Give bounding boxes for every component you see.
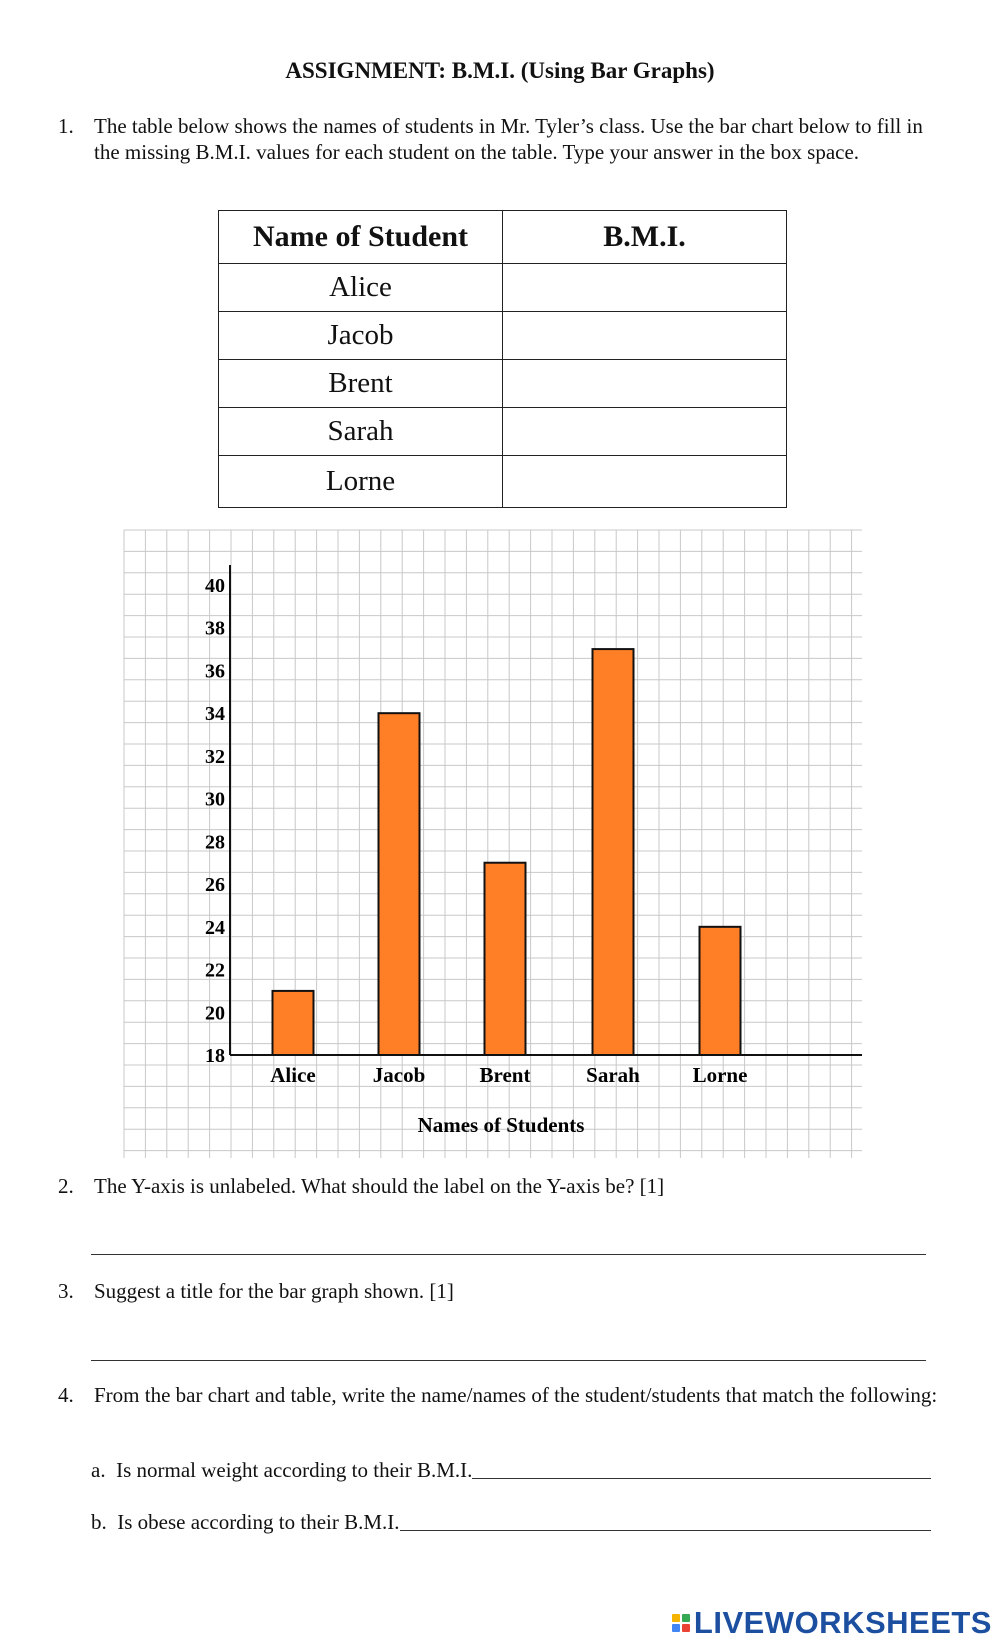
x-tick-label: Lorne xyxy=(692,1063,748,1087)
y-tick-label: 40 xyxy=(205,575,225,597)
question-3 xyxy=(58,1278,938,1304)
question-4a-text: a. Is normal weight according to their B.M.I. xyxy=(91,1458,473,1482)
student-name: Brent xyxy=(219,360,503,408)
question-4 xyxy=(58,1382,938,1408)
header-bmi: B.M.I. xyxy=(503,211,787,264)
question-number: 1. xyxy=(58,114,74,138)
student-name: Jacob xyxy=(219,312,503,360)
question-number: 4. xyxy=(58,1383,74,1407)
y-tick-labels xyxy=(205,575,225,1067)
question-text: The table below shows the names of students in Mr. Tyler’s class. Use the bar chart below to fill in the missing B.M.I. values for each student on the table. Type your answer in the box space. xyxy=(94,114,923,164)
question-number: 3. xyxy=(58,1279,74,1303)
x-tick-label: Sarah xyxy=(586,1063,640,1087)
bar-lorne xyxy=(700,927,741,1055)
assignment-title: ASSIGNMENT: B.M.I. (Using Bar Graphs) xyxy=(285,58,715,83)
y-tick-label: 38 xyxy=(205,617,225,640)
y-tick-label: 20 xyxy=(205,1002,225,1025)
question-text: The Y-axis is unlabeled. What should the label on the Y-axis be? [1] xyxy=(94,1174,665,1198)
bar-sarah xyxy=(593,649,634,1055)
question-text: Suggest a title for the bar graph shown. [1] xyxy=(94,1279,454,1303)
bar-brent xyxy=(485,863,526,1055)
y-tick-label: 34 xyxy=(205,703,225,726)
y-tick-label: 22 xyxy=(205,959,225,982)
chart-bars xyxy=(273,649,741,1055)
answer-line-q4a[interactable] xyxy=(472,1478,931,1479)
header-name-of-student: Name of Student xyxy=(219,211,503,264)
x-tick-labels xyxy=(270,1063,747,1087)
x-tick-label: Brent xyxy=(479,1063,531,1087)
x-tick-label: Alice xyxy=(270,1063,316,1087)
question-text: From the bar chart and table, write the name/names of the student/students that match the following: xyxy=(94,1383,938,1407)
question-number: 2. xyxy=(58,1174,74,1198)
question-4b xyxy=(91,1510,931,1535)
y-tick-label: 28 xyxy=(205,831,225,854)
y-tick-label: 18 xyxy=(205,1045,225,1067)
y-tick-label: 26 xyxy=(205,874,225,897)
student-name: Sarah xyxy=(219,408,503,456)
question-4a xyxy=(91,1458,931,1483)
answer-line-q3[interactable] xyxy=(91,1360,926,1361)
x-axis-label: Names of Students xyxy=(417,1113,585,1137)
student-name: Lorne xyxy=(219,456,503,508)
x-tick-label: Jacob xyxy=(372,1063,426,1087)
y-tick-label: 24 xyxy=(205,916,225,939)
bar-alice xyxy=(273,991,314,1055)
liveworksheets-logo-icon xyxy=(672,1614,690,1632)
bar-jacob xyxy=(379,713,420,1055)
y-tick-label: 32 xyxy=(205,745,225,768)
question-2 xyxy=(58,1173,938,1199)
y-tick-label: 36 xyxy=(205,660,225,683)
answer-line-q2[interactable] xyxy=(91,1254,926,1255)
question-4b-text: b. Is obese according to their B.M.I. xyxy=(91,1510,400,1534)
brand-name: LIVEWORKSHEETS xyxy=(693,1605,992,1640)
liveworksheets-brand xyxy=(672,1605,992,1641)
y-tick-label: 30 xyxy=(205,788,225,811)
student-name: Alice xyxy=(219,264,503,312)
answer-line-q4b[interactable] xyxy=(400,1530,931,1531)
